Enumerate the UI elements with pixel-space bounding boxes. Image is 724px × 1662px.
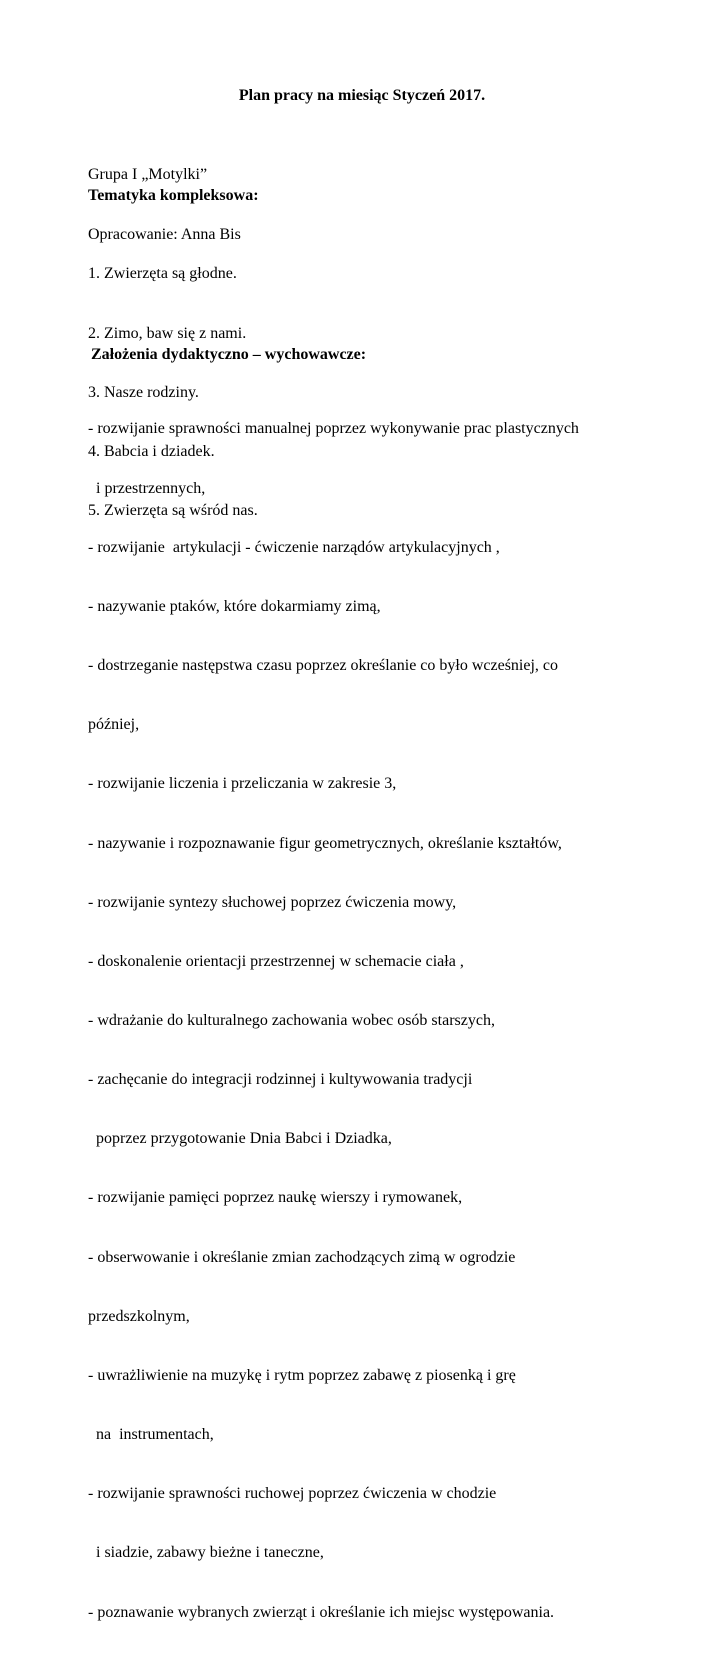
goal-line: - rozwijanie liczenia i przeliczania w zakresie 3,	[88, 775, 397, 793]
goal-line: na instrumentach,	[88, 1426, 214, 1444]
goal-line: - nazywanie ptaków, które dokarmiamy zimą,	[88, 597, 381, 615]
goal-line: - zachęcanie do integracji rodzinnej i kultywowania tradycji	[88, 1071, 473, 1089]
goal-line: i siadzie, zabawy bieżne i taneczne,	[88, 1544, 324, 1562]
goal-line: - wdrażanie do kulturalnego zachowania wobec osób starszych,	[88, 1012, 495, 1029]
topic-item: 1. Zwierzęta są głodne.	[88, 265, 237, 283]
goal-line: - obserwowanie i określanie zmian zachodzących zimą w ogrodzie	[88, 1248, 516, 1266]
goals-list	[88, 380, 688, 1662]
goal-line: - nazywanie i rozpoznawanie figur geometrycznych, określanie kształtów,	[88, 834, 562, 852]
document-title: Plan pracy na miesiąc Styczeń 2017.	[238, 87, 486, 104]
goal-line: - rozwijanie pamięci poprzez naukę wierszy i rymowanek,	[88, 1189, 463, 1207]
goal-line: - uwrażliwienie na muzykę i rytm poprzez zabawę z piosenką i grę	[88, 1366, 516, 1384]
goal-line: przedszkolnym,	[88, 1307, 190, 1325]
goal-line: poprzez przygotowanie Dnia Babci i Dziadka,	[88, 1130, 392, 1148]
goal-line: - dostrzeganie następstwa czasu poprzez określanie co było wcześniej, co	[88, 657, 559, 675]
goal-line: - poznawanie wybranych zwierząt i określanie ich miejsc występowania.	[88, 1603, 555, 1621]
topics-heading: Tematyka kompleksowa:	[88, 187, 259, 204]
topic-item: 2. Zimo, baw się z nami.	[88, 324, 247, 342]
goal-line: - rozwijanie syntezy słuchowej poprzez ćwiczenia mowy,	[88, 893, 457, 911]
topic-item: 4. Babcia i dziadek.	[88, 442, 215, 460]
goal-line: i przestrzennych,	[88, 479, 206, 497]
goal-line: - doskonalenie orientacji przestrzennej w schemacie ciała ,	[88, 952, 464, 970]
topic-item: 5. Zwierzęta są wśród nas.	[88, 501, 258, 519]
goals-heading: Założenia dydaktyczno – wychowawcze:	[91, 346, 367, 363]
goal-line: - rozwijanie artykulacji - ćwiczenie narządów artykulacyjnych ,	[88, 538, 500, 556]
topic-item: 3. Nasze rodziny.	[88, 383, 199, 401]
goal-line: - rozwijanie sprawności manualnej poprzez wykonywanie prac plastycznych	[88, 420, 579, 438]
author-line: Opracowanie: Anna Bis	[88, 225, 241, 243]
goal-line: później,	[88, 716, 140, 734]
goal-line: - rozwijanie sprawności ruchowej poprzez ćwiczenia w chodzie	[88, 1485, 497, 1503]
group-name: Grupa I „Motylki”	[88, 166, 208, 184]
